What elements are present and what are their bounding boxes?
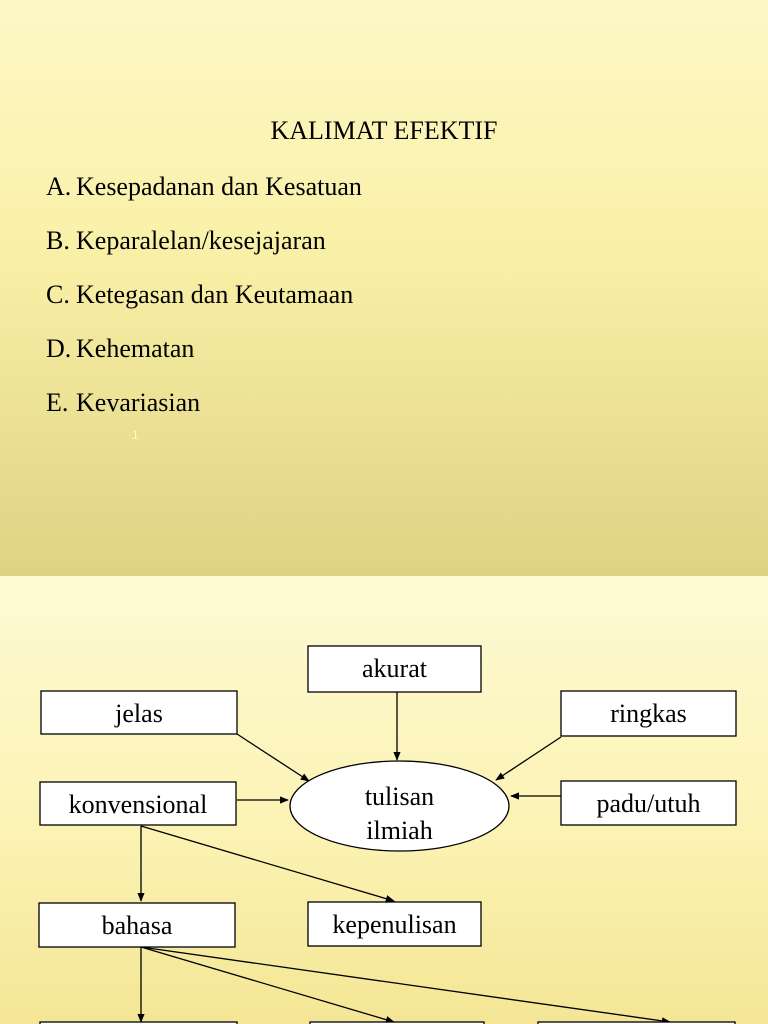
- node-jelas-label: jelas: [115, 699, 163, 728]
- arrow-bahasa-to-child-2: [141, 947, 394, 1022]
- list-item: [46, 386, 362, 440]
- node-kepenulisan-label: kepenulisan: [332, 910, 457, 939]
- list-item-label: A.: [46, 172, 72, 201]
- node-ringkas: [561, 691, 736, 736]
- slide-tulisan-ilmiah-diagram: [0, 576, 768, 1024]
- node-ringkas-label: ringkas: [610, 699, 687, 728]
- list-item: [46, 278, 362, 332]
- node-konvensional: [40, 782, 236, 825]
- connectors: [141, 692, 670, 1022]
- node-bahasa: [39, 903, 235, 947]
- list-item-text: Keparalelan/kesejajaran: [76, 226, 326, 255]
- node-konvensional-label: konvensional: [68, 790, 208, 819]
- node-akurat: [308, 646, 481, 692]
- list-item: [46, 224, 362, 278]
- node-jelas: [41, 691, 237, 734]
- list-item-label: D.: [46, 334, 72, 363]
- list-item-label: B.: [46, 226, 70, 255]
- concept-diagram: [0, 576, 768, 1024]
- node-tulisan-label-line1: tulisan: [364, 782, 435, 811]
- node-padu-utuh: [561, 781, 736, 825]
- list-item: [46, 170, 362, 224]
- arrow-bahasa-to-child-3: [141, 947, 670, 1022]
- arrow-ringkas-to-tulisan: [496, 737, 561, 780]
- arrow-jelas-to-tulisan: [237, 734, 309, 781]
- list-item-text: Kesepadanan dan Kesatuan: [76, 172, 362, 201]
- node-tulisan-label-line2: ilmiah: [366, 816, 433, 845]
- page-number: 1: [132, 428, 139, 442]
- list-item: [46, 332, 362, 386]
- list-item-label: C.: [46, 280, 70, 309]
- list-item-text: Kevariasian: [76, 388, 201, 417]
- list-item-text: Ketegasan dan Keutamaan: [76, 280, 354, 309]
- node-akurat-label: akurat: [362, 654, 427, 683]
- list-item-text: Kehematan: [76, 334, 195, 363]
- slide-title: KALIMAT EFEKTIF: [270, 116, 498, 145]
- node-bahasa-label: bahasa: [101, 911, 173, 940]
- criteria-list: [46, 170, 362, 440]
- node-kepenulisan: [308, 902, 481, 946]
- node-padu-utuh-label: padu/utuh: [596, 789, 701, 818]
- list-item-label: E.: [46, 388, 69, 417]
- node-tulisan-ilmiah: [290, 761, 509, 851]
